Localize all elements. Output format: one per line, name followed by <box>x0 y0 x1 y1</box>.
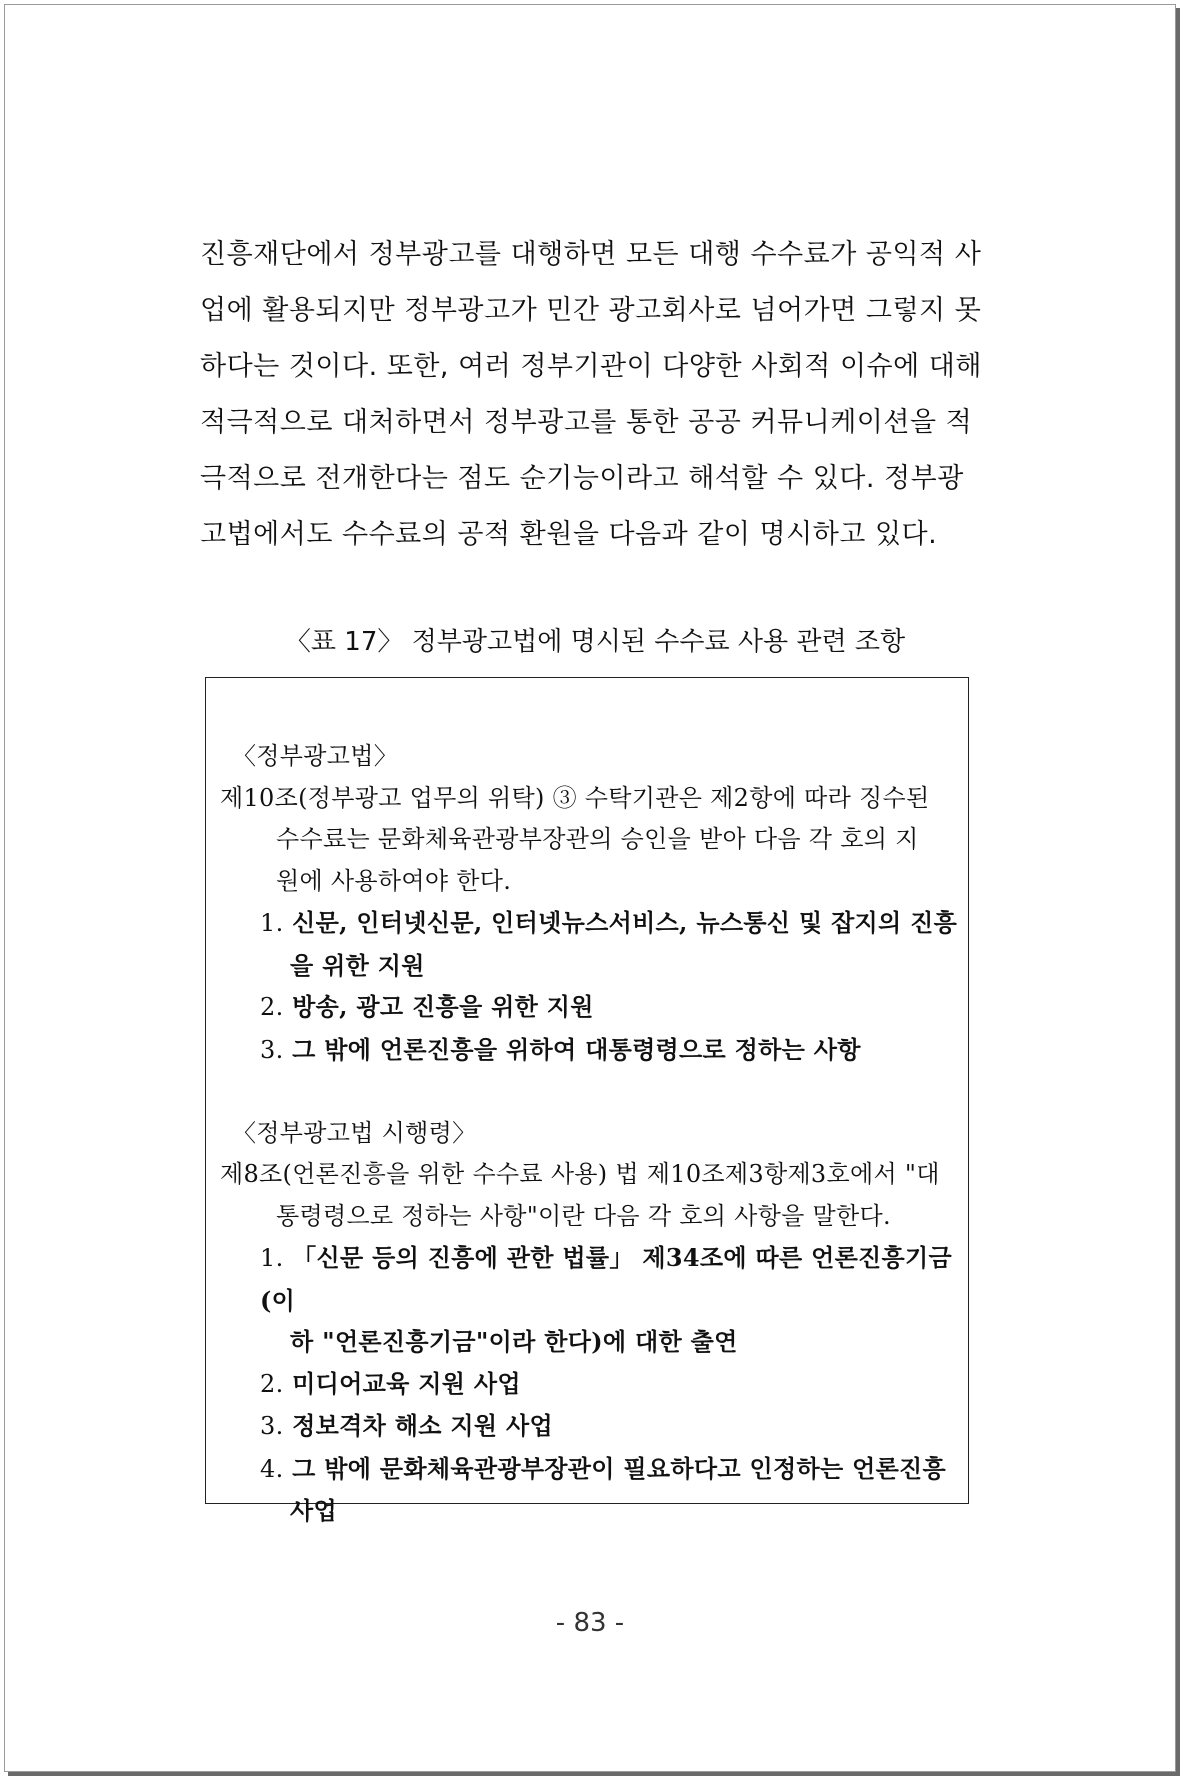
law-item <box>220 902 962 986</box>
law-item <box>220 1363 962 1406</box>
article-line: 원에 사용하여야 한다. <box>276 866 512 895</box>
item-text: 신문, 인터넷신문, 인터넷뉴스서비스, 뉴스통신 및 잡지의 진흥 <box>292 908 958 937</box>
law-item <box>220 1029 962 1072</box>
body-paragraph <box>200 227 990 563</box>
item-number: 4. <box>260 1454 284 1483</box>
law-item <box>220 986 962 1029</box>
law-excerpt-box <box>205 677 969 1525</box>
article-line: 수수료는 문화체육관광부장관의 승인을 받아 다음 각 호의 지 <box>276 825 919 853</box>
paragraph-line: 고법에서도 수수료의 공적 환원을 다음과 같이 명시하고 있다. <box>200 519 938 550</box>
paragraph-line: 업에 활용되지만 정부광고가 민간 광고회사로 넘어가면 그렇지 못 <box>200 295 982 326</box>
item-text: 그 밖에 언론진흥을 위하여 대통령령으로 정하는 사항 <box>292 1034 861 1064</box>
article-line: 통령령으로 정하는 사항"이란 다음 각 호의 사항을 말한다. <box>276 1201 891 1230</box>
paragraph-line: 적극적으로 대처하면서 정부광고를 통한 공공 커뮤니케이션을 적 <box>200 407 973 438</box>
item-text: 「신문 등의 진흥에 관한 법률」 제34조에 따른 언론진흥기금(이 <box>260 1243 952 1315</box>
item-text: 을 위한 지원 <box>290 950 425 980</box>
item-number: 3. <box>260 1412 284 1440</box>
item-text: 정보격차 해소 지원 사업 <box>292 1411 553 1440</box>
item-number: 2. <box>260 993 284 1021</box>
law-item <box>220 1237 962 1363</box>
page-number: - 83 - <box>555 1608 625 1638</box>
law-item <box>220 1405 962 1448</box>
paragraph-line: 진흥재단에서 정부광고를 대행하면 모든 대행 수수료가 공익적 사 <box>200 239 982 270</box>
paragraph-line: 하다는 것이다. 또한, 여러 정부기관이 다양한 사회적 이슈에 대해 <box>200 351 982 382</box>
law-title: 〈정부광고법 시행령〉 <box>232 1118 477 1147</box>
item-number: 1. <box>260 1244 284 1272</box>
law-item <box>220 1448 962 1532</box>
article-line: 제8조(언론진흥을 위한 수수료 사용) 법 제10조제3항제3호에서 "대 <box>220 1160 940 1188</box>
item-text: 방송, 광고 진흥을 위한 지원 <box>292 992 594 1021</box>
law-title: 〈정부광고법〉 <box>232 742 399 770</box>
law-article <box>220 778 962 903</box>
document-page <box>4 4 1176 1772</box>
article-line: 제10조(정부광고 업무의 위탁) ③ 수탁기관은 제2항에 따라 징수된 <box>220 783 930 812</box>
item-text: 그 밖에 문화체육관광부장관이 필요하다고 인정하는 언론진흥 <box>292 1453 947 1483</box>
item-text: 미디어교육 지원 사업 <box>292 1368 521 1398</box>
item-number: 1. <box>260 909 284 937</box>
paragraph-line: 극적으로 전개한다는 점도 순기능이라고 해석할 수 있다. 정부광 <box>200 463 964 494</box>
table-caption: 〈표 17〉 정부광고법에 명시된 수수료 사용 관련 조항 <box>284 627 906 657</box>
item-number: 2. <box>260 1369 284 1398</box>
law-article <box>220 1154 962 1237</box>
item-text: 사업 <box>290 1496 337 1525</box>
item-text: 하 "언론진흥기금"이라 한다)에 대한 출연 <box>290 1327 738 1356</box>
item-number: 3. <box>260 1035 284 1064</box>
